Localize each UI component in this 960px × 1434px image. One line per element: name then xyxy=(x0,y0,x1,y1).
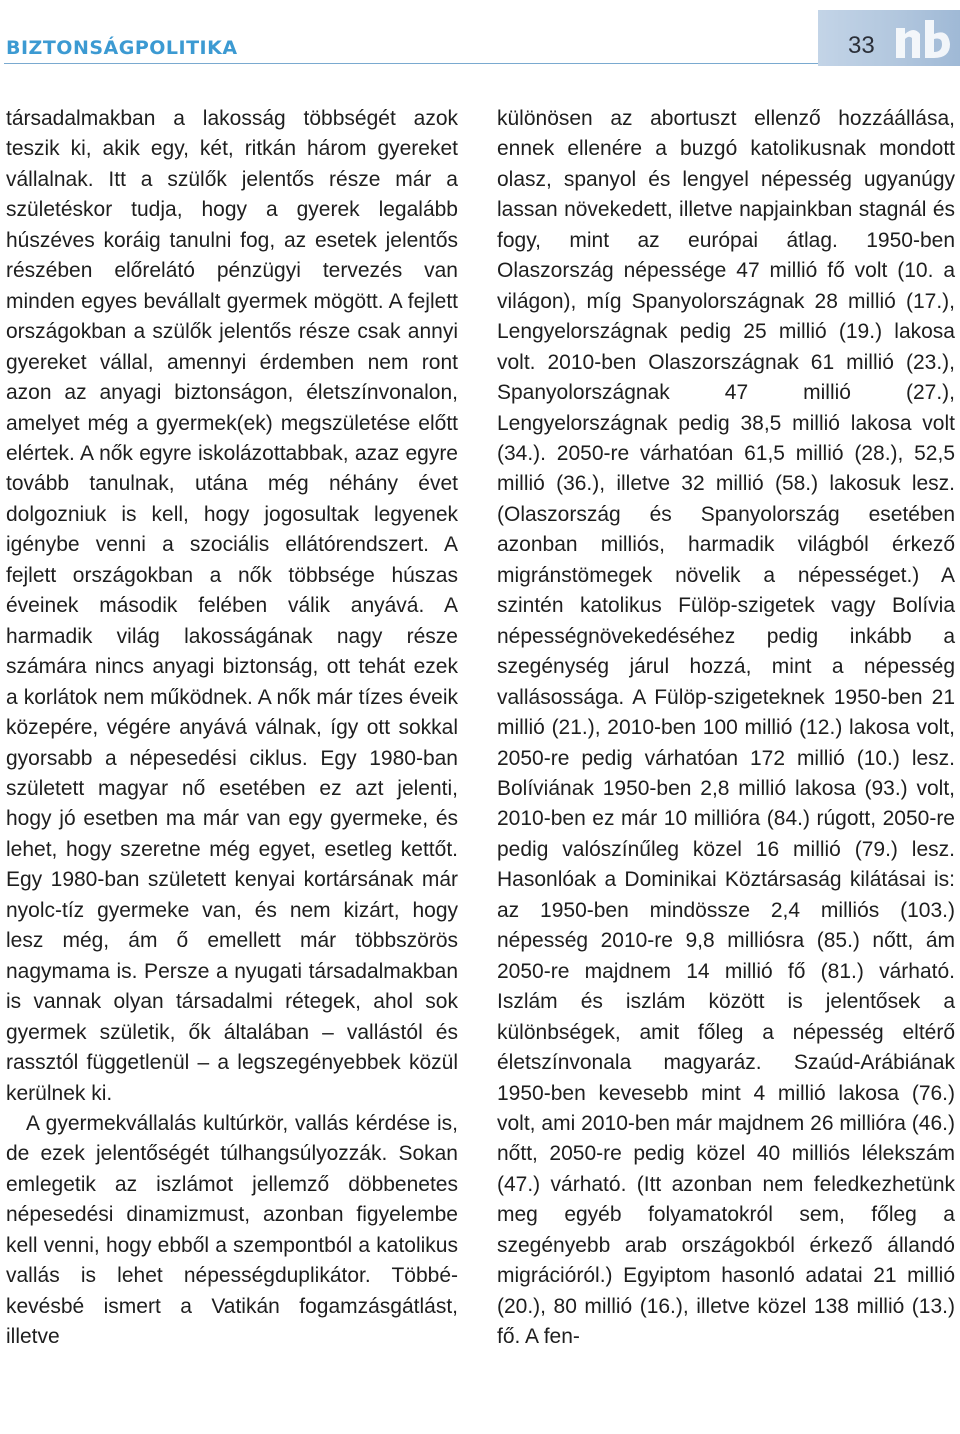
page-number-box xyxy=(818,10,960,66)
header-rule xyxy=(4,63,819,64)
page-number: 33 xyxy=(848,32,875,59)
left-column xyxy=(6,104,458,1353)
right-column xyxy=(497,104,955,1353)
left-paragraph-2: A gyermekvállalás kultúrkör, vallás kérdése is, de ezek jelentőségét túlhangsúlyozzák. Sokan emlegetik az iszlámot jellemző döbbenetes népesedési dinamizmust, azonban figyelembe kell venni, hogy ebből a szempontból a katolikus vallás is lehet népességduplikátor. Többé-kevésbé ismert a Vatikán fogamzásgátlást, illetve xyxy=(6,1111,458,1349)
left-paragraph-1: társadalmakban a lakosság többségét azok teszik ki, akik egy, két, ritkán három gyereket vállalnak. Itt a szülők jelentős része már a születéskor tudja, hogy a gyerek legalább húszéves koráig tanulni fog, az esetek jelentős részében előrelátó pénzügyi tervezés van minden egyes bevállalt gyermek mögött. A fejlett országokban a szülők jelentős része csak annyi gyereket vállal, amennyi érdemben nem ront azon az anyagi biztonságon, életszínvonalon, amelyet még a gyermek(ek) megszületése előtt elértek. A nők egyre iskolázottabbak, azaz egyre tovább tanulnak, utána még néhány évet dolgozniuk is kell, hogy jogosultak legyenek igénybe venni a szociális ellátórendszert. A fejlett országokban a nők többsége húszas éveinek második felében válik anyává. A harmadik világ lakosságának nagy része számára nincs anyagi biztonság, ott tehát ezek a korlátok nem működnek. A nők már tízes éveik közepére, végére anyává válnak, így ott sokkal gyorsabb a népesedési ciklus. Egy 1980-ban született magyar nő esetében ez azt jelenti, hogy jó esetben ma már van egy gyermeke, és lehet, hogy szeretne még egyet, esetleg kettőt. Egy 1980-ban született kenyai kortársának már nyolc-tíz gyermeke van, és nem kizárt, hogy lesz még, ám ő emellett már többszörös nagymama is. Persze a nyugati társadalmakban is vannak olyan társadalmi rétegek, ahol sok gyermek születik, ők általában – vallástól és rassztól függetlenül – a legszegényebbek közül kerülnek ki. xyxy=(6,107,458,1105)
right-paragraph-1: különösen az abortuszt ellenző hozzáállása, ennek ellenére a buzgó katolikusnak mondott olasz, spanyol és lengyel népesség ugyanúgy lassan növekedett, illetve napjainkban stagnál és fogy, mint az európai átlag. 1950-ben Olaszország népessége 47 millió fő volt (10. a világon), míg Spanyolországnak 28 millió (17.), Lengyelországnak pedig 25 millió (19.) lakosa volt. 2010-ben Olaszországnak 61 millió (23.), Spanyolországnak 47 millió (27.), Lengyelországnak pedig 38,5 millió lakosa volt (34.). 2050-re várhatóan 61,5 millió (28.), 52,5 millió (36.), illetve 32 millió (58.) lakosuk lesz. (Olaszország és Spanyolország esetében azonban milliós, harmadik világból érkező migránstömegek növelik a népességet.) A szintén katolikus Fülöp-szigetek vagy Bolívia népességnövekedéséhez pedig inkább a szegénység járul hozzá, mint a népesség vallásossága. A Fülöp-szigeteknek 1950-ben 21 millió (21.), 2010-ben 100 millió (12.) lakosa volt, 2050-re pedig várhatóan 172 millió (10.) lesz. Bolíviának 1950-ben 2,8 millió lakosa (93.) volt, 2010-ben ez már 10 millióra (84.) rúgott, 2050-re pedig valószínűleg közel 16 millió (79.) lesz. Hasonlóak a Dominikai Köztársaság kilátásai is: az 1950-ben mindössze 2,4 milliós (103.) népesség 2010-re 9,8 milliósra (85.) nőtt, ám 2050-re majdnem 14 millió fő (81.) várható. Iszlám és iszlám között is jelentősek a különbségek, amit főleg a népesség eltérő életszínvonala magyaráz. Szaúd-Arábiának 1950-ben kevesebb mint 4 millió lakosa (76.) volt, ami 2010-ben már majdnem 26 millióra (46.) nőtt, 2050-re pedig közel 40 milliós lélekszám (47.) várható. (Itt azonban nem feledkezhetünk meg egyéb folyamatokról sem, főleg a szegényebb arab országokból érkező állandó migrációról.) Egyiptom hasonló adatai 21 millió (20.), 80 millió (16.), illetve közel 138 millió (13.) fő. A fen- xyxy=(497,107,955,1349)
section-title: BIZTONSÁGPOLITIKA xyxy=(6,37,238,59)
page-header xyxy=(0,0,960,70)
nb-logo-icon xyxy=(892,16,956,66)
